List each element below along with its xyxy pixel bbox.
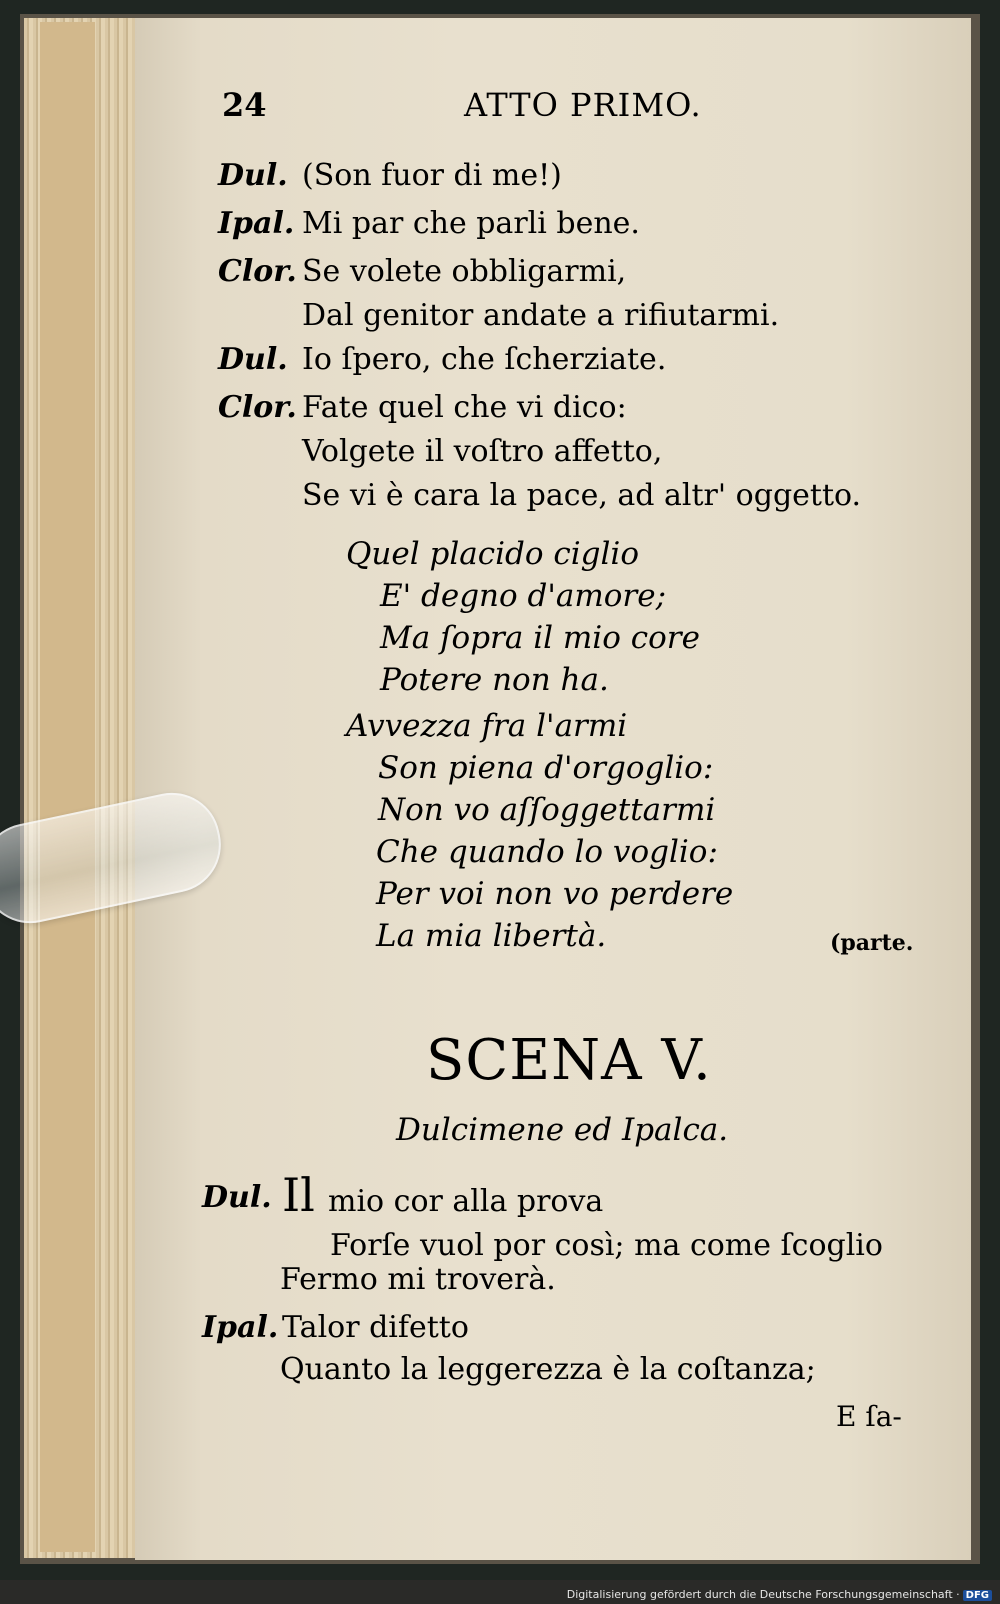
dialogue-line: mio cor alla prova: [328, 1184, 604, 1219]
verse-line: Son piena d'orgoglio:: [378, 750, 714, 786]
dialogue-line: Mi par che parli bene.: [302, 206, 640, 241]
page-number: 24: [222, 86, 267, 124]
dialogue-line: Io ſpero, che ſcherziate.: [302, 342, 667, 377]
speaker-label: Dul.: [202, 1180, 272, 1215]
speaker-label: Ipal.: [218, 206, 295, 241]
speaker-label: Dul.: [218, 158, 288, 193]
dialogue-line: (Son fuor di me!): [302, 158, 562, 193]
stage-direction: (parte.: [830, 930, 914, 956]
dialogue-line: Fermo mi troverà.: [280, 1262, 556, 1297]
verse-line: Avvezza fra l'armi: [346, 708, 628, 744]
speaker-label: Dul.: [218, 342, 288, 377]
verse-line: Non vo aſſoggettarmi: [378, 792, 716, 828]
verse-line: E' degno d'amore;: [380, 578, 667, 614]
page-edge-flap: [40, 22, 95, 1552]
footer-text: Digitalisierung gefördert durch die Deutsche Forschungsgemeinschaft ·: [566, 1588, 960, 1601]
verse-line: La mia libertà.: [376, 918, 607, 954]
verse-line: Quel placido ciglio: [346, 536, 639, 572]
dialogue-line: Talor difetto: [282, 1310, 469, 1345]
dialogue-line: Se vi è cara la pace, ad altr' oggetto.: [302, 478, 862, 513]
dialogue-line: Forſe vuol por così; ma come ſcoglio: [330, 1228, 883, 1263]
verse-line: Ma ſopra il mio core: [380, 620, 700, 656]
speaker-label: Clor.: [218, 254, 297, 289]
verse-line: Che quando lo voglio:: [376, 834, 718, 870]
dialogue-line: Quanto la leggerezza è la coſtanza;: [280, 1352, 816, 1387]
dialogue-line: Volgete il voſtro affetto,: [302, 434, 663, 469]
running-title: ATTO PRIMO.: [464, 86, 702, 124]
dialogue-line: Fate quel che vi dico:: [302, 390, 627, 425]
drop-initial: Il: [282, 1168, 315, 1222]
speaker-label: Ipal.: [202, 1310, 279, 1345]
footer-credit: [567, 1588, 992, 1601]
verse-line: Potere non ha.: [380, 662, 609, 698]
dialogue-line: Dal genitor andate a rifiutarmi.: [302, 298, 780, 333]
verse-line: Per voi non vo perdere: [376, 876, 734, 912]
speaker-label: Clor.: [218, 390, 297, 425]
dfg-logo-icon: DFG: [963, 1590, 992, 1601]
scene-title: SCENA V.: [426, 1028, 712, 1093]
scene-persons: Dulcimene ed Ipalca.: [396, 1112, 729, 1148]
catchword: E ſa-: [836, 1400, 902, 1433]
dialogue-line: Se volete obbligarmi,: [302, 254, 627, 289]
